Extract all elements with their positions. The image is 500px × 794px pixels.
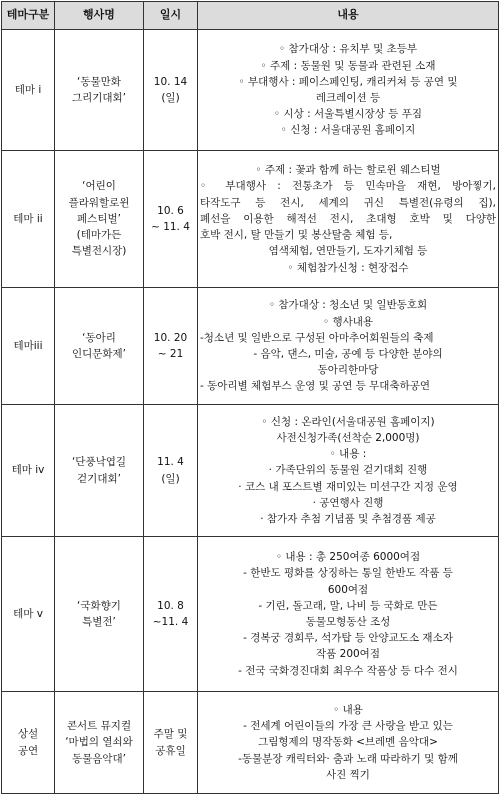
date-cell (144, 405, 198, 537)
date-cell-line: 11. 4 (157, 456, 184, 469)
content-cell-line: ◦ 신청 : 서울대공원 홈페이지 (280, 124, 416, 137)
content-cell-line: ◦ 신청 : 온라인(서울대공원 홈페이지) (261, 415, 435, 428)
content-cell-line: ◦ 행사내용 (322, 315, 374, 328)
content-cell-line: · 참가자 추첨 기념품 및 추첨경품 제공 (260, 513, 436, 525)
date-cell (144, 692, 198, 794)
table-row (2, 405, 499, 537)
content-cell-line: ◦ 주제 : 동물원 및 동물과 관련된 소재 (260, 59, 436, 72)
theme-cell (2, 30, 55, 151)
content-cell-line: 동물모형동산 조성 (305, 616, 391, 628)
content-cell-line: 그림형제의 명작동화 <브레멘 음악대> (258, 736, 438, 749)
content-cell-line: -동물분장 캐릭터와· 춤과 노래 따라하기 및 함께 (238, 752, 458, 765)
table-row (2, 151, 499, 288)
date-cell (144, 30, 198, 151)
theme-cell (2, 288, 55, 405)
event-name-cell (55, 537, 144, 692)
event-name-cell (55, 692, 144, 794)
event-name-cell-line: 특별전시장) (71, 245, 127, 258)
theme-cell (2, 151, 55, 288)
theme-cell (2, 692, 55, 794)
header-content: 내용 (198, 2, 499, 30)
date-cell-line: 10. 14 (153, 75, 188, 88)
table-row (2, 692, 499, 794)
theme-cell-line: 상설 (17, 728, 39, 741)
event-name-cell-line: 콘서트 뮤지컬 (66, 720, 132, 733)
content-cell-line: ◦ 주제 : 꽃과 함께 하는 할로윈 웨스티벌 (255, 164, 441, 177)
content-cell-line: · 가족단위의 동물원 걷기대회 진행 (268, 464, 428, 477)
content-cell-line: ◦ 내용 : (329, 448, 367, 461)
content-cell-line: -청소년 및 일반으로 구성된 아마추어회원들의 축제 (200, 331, 434, 344)
content-cell-line: - 전세계 어린이들의 가장 큰 사랑을 받고 있는 (243, 720, 453, 733)
content-cell-line: ◦ 내용 : 총 250여종 6000여점 (275, 551, 421, 564)
event-name-cell-line: ‘마법의 열쇠와 (65, 736, 133, 749)
event-name-cell-line: 페스티벌’ (77, 212, 121, 225)
date-cell-line: (일) (161, 92, 180, 104)
header-row (2, 2, 499, 30)
event-name-cell-line: 특별전’ (82, 616, 116, 628)
date-cell-line: ~ 11. 4 (151, 221, 190, 233)
content-cell (198, 405, 499, 537)
theme-cell-line: 테마iii (13, 339, 43, 352)
event-name-cell-line: 인디문화제’ (71, 348, 127, 360)
content-cell-line: - 음악, 댄스, 미술, 공예 등 다양한 분야의 (253, 348, 443, 360)
event-name-cell-line: ‘어린이 (82, 180, 116, 193)
header-event-name: 행사명 (55, 2, 144, 30)
content-cell-line: - 동아리별 체험부스 운영 및 공연 등 무대축하공연 (200, 380, 431, 393)
date-cell-line: 주말 및 (153, 728, 188, 741)
event-name-cell (55, 30, 144, 151)
content-cell (198, 692, 499, 794)
content-cell (198, 151, 499, 288)
content-cell-line: ◦ 내용 (333, 703, 363, 716)
content-cell-line: 사전신청가족(선착순 2,000명) (276, 431, 420, 444)
event-name-cell-line: 플라워할로윈 (68, 196, 130, 209)
content-cell-line: ◦ 부대행사 : 페이스페인팅, 캐리커쳐 등 공연 및 (238, 75, 458, 88)
content-cell-line: 염색체험, 연만들기, 도자기체험 등 (268, 245, 428, 258)
content-cell-line: - 전국 국화경진대회 최우수 작품상 등 다수 전시 (238, 664, 458, 677)
event-name-cell-line: 동물음악대’ (71, 752, 127, 765)
date-cell-line: (일) (161, 472, 180, 485)
date-cell-line: ~11. 4 (152, 616, 189, 628)
date-cell-line: 10. 6 (157, 204, 184, 217)
event-name-cell-line: ‘단풍낙엽길 (71, 456, 127, 469)
date-cell (144, 288, 198, 405)
content-cell-line: 사진 찍기 (326, 768, 370, 781)
event-name-cell-line: (테마가든 (76, 229, 122, 242)
theme-cell (2, 405, 55, 537)
content-cell (198, 30, 499, 151)
date-cell (144, 537, 198, 692)
content-cell-line: - 한반도 평화를 상징하는 통일 한반도 작품 등 (243, 567, 453, 580)
content-cell-line: ◦ 부대행사 : 전통초가 등 민속마을 재현, 방아찧기, (200, 180, 496, 193)
content-cell-line: · 코스 내 포스트별 재미있는 미션구간 지정 운영 (238, 480, 458, 493)
table-row (2, 288, 499, 405)
content-cell-line: 레크레이션 등 (315, 92, 381, 104)
content-cell-line: ◦ 참가대상 : 청소년 및 일반동호회 (268, 299, 428, 312)
theme-cell-line: 공연 (17, 744, 39, 757)
theme-cell-line: 테마 v (13, 607, 43, 620)
content-cell-line: 작품 200여점 (316, 648, 380, 661)
theme-cell-line: 테마 iv (11, 464, 45, 477)
content-cell-line: 타작도구 등 전시, 세계의 귀신 특별전(유령의 집), (200, 196, 496, 209)
date-cell-line: 10. 20 (153, 331, 188, 344)
event-schedule-table (1, 1, 499, 794)
event-name-cell-line: ‘국화향기 (77, 599, 121, 612)
date-cell-line: ~ 21 (157, 348, 184, 360)
header-date: 일시 (144, 2, 198, 30)
table-row (2, 30, 499, 151)
header-theme: 테마구분 (2, 2, 55, 30)
content-cell-line: ◦ 체험참가신청 : 현장접수 (287, 261, 409, 274)
content-cell-line: 600여점 (327, 583, 369, 596)
content-cell-line: 동아리한마당 (317, 364, 379, 377)
content-cell-line: · 공연행사 진행 (312, 496, 384, 509)
content-cell-line: - 경복궁 경회루, 석가탑 등 안양교도소 재소자 (243, 632, 453, 645)
event-name-cell (55, 151, 144, 288)
event-name-cell-line: ‘동아리 (82, 331, 116, 344)
theme-cell-line: 테마 i (14, 83, 42, 96)
event-name-cell-line: ‘동물만화 (77, 75, 121, 88)
date-cell-line: 공휴일 (155, 744, 186, 757)
theme-cell-line: 테마 ii (13, 212, 43, 225)
event-name-cell-line: 그리기대회’ (71, 92, 127, 104)
content-cell-line: - 기린, 돌고래, 말, 나비 등 국화로 만든 (258, 599, 438, 612)
content-cell-line: ◦ 시상 : 서울특별시장상 등 푸짐 (273, 108, 423, 121)
table-row (2, 537, 499, 692)
date-cell-line: 10. 8 (157, 599, 184, 612)
date-cell (144, 151, 198, 288)
event-name-cell (55, 405, 144, 537)
content-cell-line: 폐선을 이용한 해적선 전시, 초대형 호박 및 다양한 (200, 212, 496, 225)
theme-cell (2, 537, 55, 692)
event-name-cell (55, 288, 144, 405)
content-cell-line: 호박 전시, 탈 만들기 및 봉산탈춤 체험 등, (200, 229, 393, 242)
content-cell (198, 537, 499, 692)
content-cell (198, 288, 499, 405)
content-cell-line: ◦ 참가대상 : 유치부 및 초등부 (279, 43, 417, 56)
event-name-cell-line: 걷기대회’ (77, 472, 121, 485)
